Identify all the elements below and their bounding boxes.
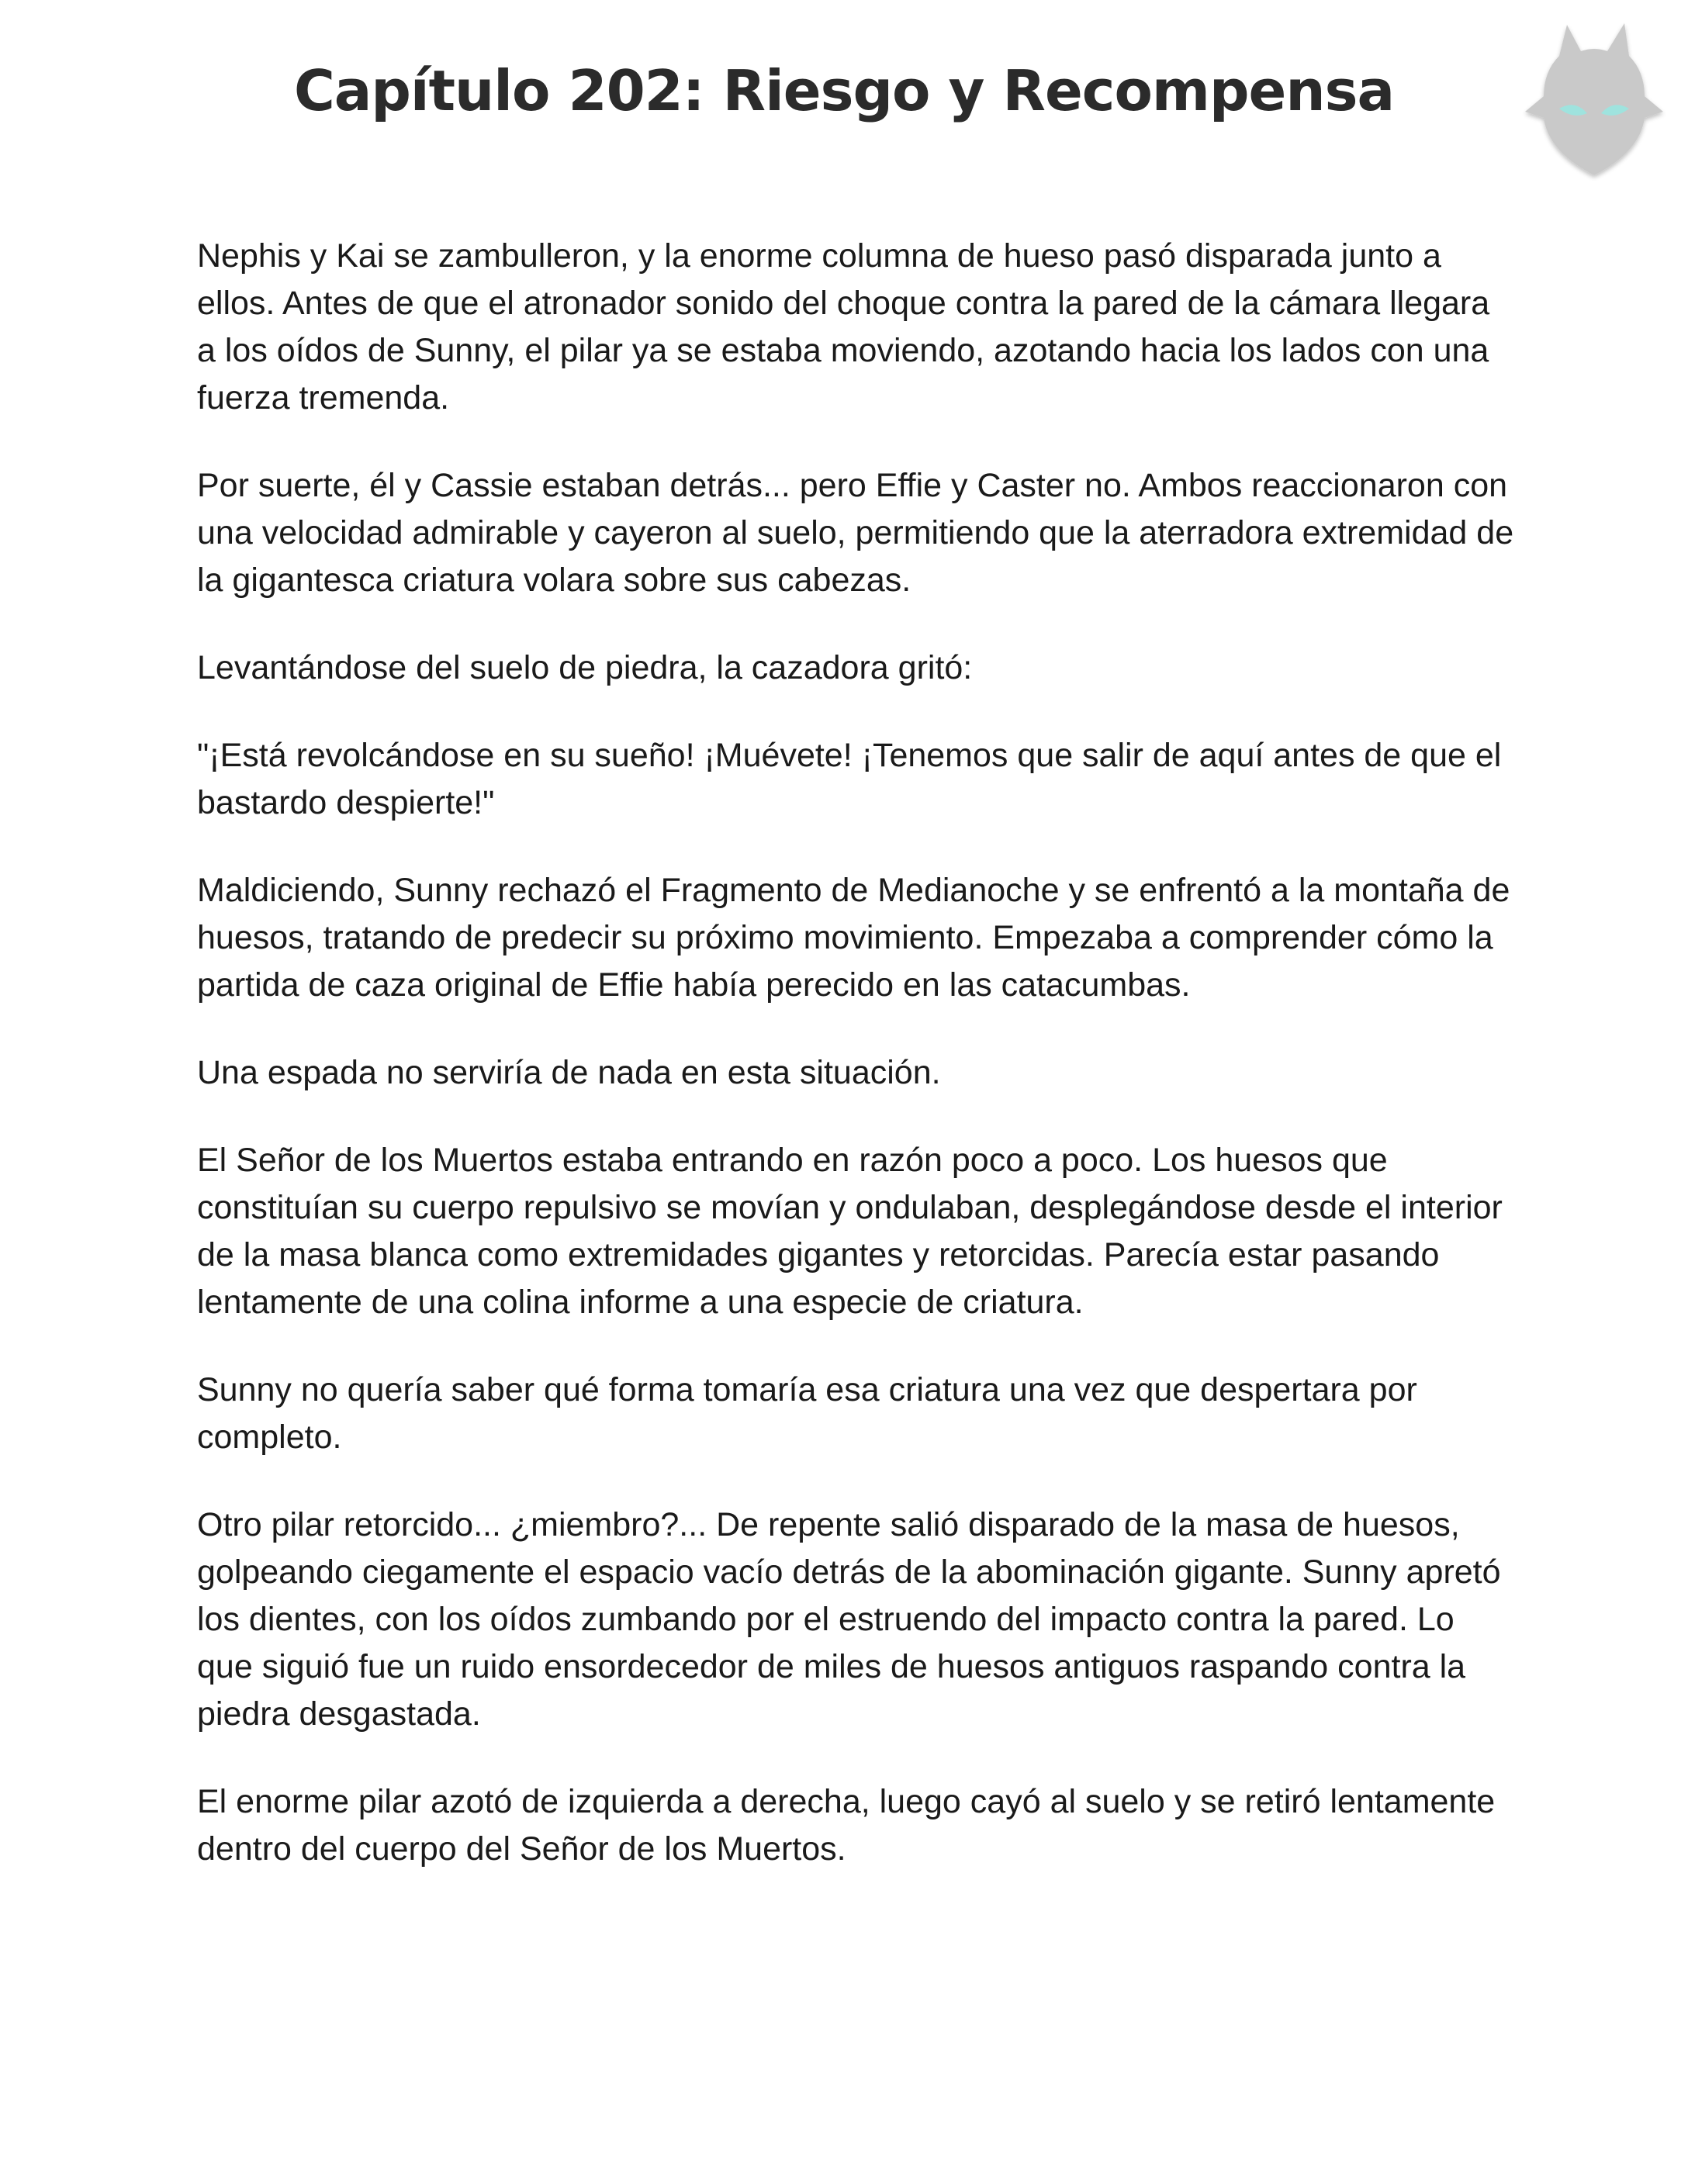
chapter-body <box>197 233 1516 1913</box>
demon-head-logo-icon <box>1520 16 1668 186</box>
paragraph: Nephis y Kai se zambulleron, y la enorme columna de hueso pasó disparada junto a ellos. Antes de que el atronador sonido del choque contra la pared de la cámara llegara a los oídos de Sunny, el pilar ya se estaba moviendo, azotando hacia los lados con una fuerza tremenda. <box>197 237 1490 416</box>
paragraph: El enorme pilar azotó de izquierda a derecha, luego cayó al suelo y se retiró lentamente dentro del cuerpo del Señor de los Muertos. <box>197 1783 1496 1868</box>
paragraph: Sunny no quería saber qué forma tomaría esa criatura una vez que despertara por completo. <box>197 1371 1417 1456</box>
paragraph: Levantándose del suelo de piedra, la cazadora gritó: <box>197 649 973 686</box>
paragraph: El Señor de los Muertos estaba entrando en razón poco a poco. Los huesos que constituían su cuerpo repulsivo se movían y ondulaban, desplegándose desde el interior de la masa blanca como extremidades gigantes y retorcidas. Parecía estar pasando lentamente de una colina informe a una especie de criatura. <box>197 1142 1503 1321</box>
paragraph: Por suerte, él y Cassie estaban detrás... pero Effie y Caster no. Ambos reaccionaron con una velocidad admirable y cayeron al suelo, permitiendo que la aterradora extremidad de la gigantesca criatura volara sobre sus cabezas. <box>197 467 1514 599</box>
paragraph: Maldiciendo, Sunny rechazó el Fragmento de Medianoche y se enfrentó a la montaña de huesos, tratando de predecir su próximo movimiento. Empezaba a comprender cómo la partida de caza original de Effie había perecido en las catacumbas. <box>197 872 1510 1004</box>
logo-head-shape <box>1525 23 1663 175</box>
paragraph: Otro pilar retorcido... ¿miembro?... De repente salió disparado de la masa de huesos, golpeando ciegamente el espacio vacío detrás de la abominación gigante. Sunny apretó los dientes, con los oídos zumbando por el estruendo del impacto contra la pared. Lo que siguió fue un ruido ensordecedor de miles de huesos antiguos raspando contra la piedra desgastada. <box>197 1506 1501 1733</box>
page-title: Capítulo 202: Riesgo y Recompensa <box>293 58 1395 123</box>
paragraph: "¡Está revolcándose en su sueño! ¡Muévete! ¡Tenemos que salir de aquí antes de que el bastardo despierte!" <box>197 737 1502 821</box>
paragraph: Una espada no serviría de nada en esta situación. <box>197 1054 941 1091</box>
